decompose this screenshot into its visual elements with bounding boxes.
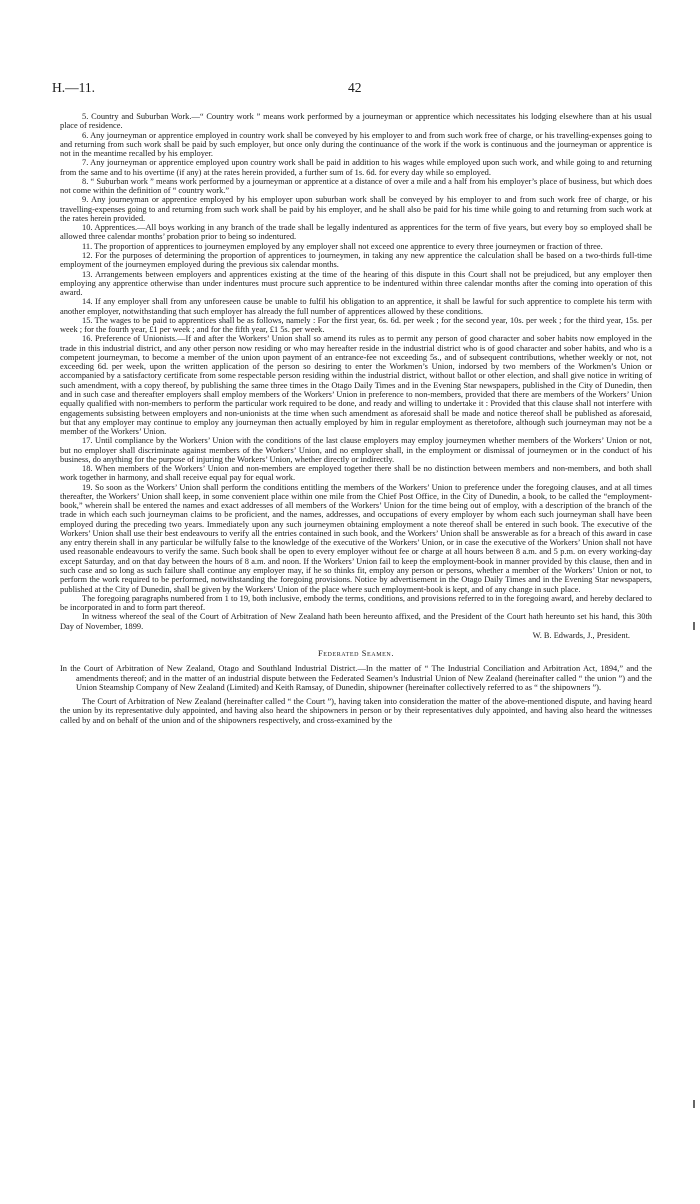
- paragraph-11: 11. The proportion of apprentices to journeymen employed by any employer shall not exceed one apprentice to every three journeymen or fraction of three.: [82, 241, 603, 251]
- page-header: [52, 80, 652, 96]
- paragraph-14: 14. If any employer shall from any unforeseen cause be unable to fulfil his obligation to an apprentice, it shall be lawful for such apprentice to complete his term with another employer, notwithstanding that such employer has already the full number of apprentices allowed by these conditions.: [60, 297, 652, 316]
- final-paragraph: The Court of Arbitration of New Zealand (hereinafter called “ the Court ”), having taken into consideration the matter of the above-mentioned dispute, and having heard the union by its representative duly appointed, and having also heard the shipowners in person or by their representatives duly appointed, and having also heard the witnesses called by and on behalf of the union and of the shipowners respectively, and cross-examined by the: [60, 697, 652, 725]
- case-caption: In the Court of Arbitration of New Zealand, Otago and Southland Industrial District.—In the matter of “ The Industrial Conciliation and Arbitration Act, 1894,” and the amendments thereof; and in the matter of an industrial dispute between the Federated Seamen’s Industrial Union of New Zealand (hereinafter called “ the union ”) and the Union Steamship Company of New Zealand (Limited) and Keith Ramsay, of Dunedin, shipowner (hereinafter collectively referred to as “ the shipowners ”).: [60, 664, 652, 692]
- signature: W. B. Edwards, J., President.: [532, 630, 630, 640]
- document-reference: H.—11.: [52, 80, 95, 95]
- margin-mark: [693, 1100, 695, 1108]
- section-title: Federated Seamen.: [317, 649, 395, 659]
- paragraph-6: 6. Any journeyman or apprentice employed in country work shall be conveyed by his employer to and from such work free of charge, or his travelling-expenses going to and returning from such work shall be paid by such employer, but once only during the continuance of the work if the work is continuous and the journeyman or apprentice is not in the meantime recalled by his employer.: [60, 130, 652, 159]
- margin-mark: [693, 622, 695, 630]
- paragraph-15: 15. The wages to be paid to apprentices shall be as follows, namely : For the first year, 6s. 6d. per week ; for the second year, 10s. per week ; for the third year, 15s. per week ; for the fourth year, £1 per week ; and for the fifth year, £1 5s. per week.: [60, 315, 652, 335]
- paragraph-17: 17. Until compliance by the Workers’ Union with the conditions of the last clause employers may employ journeymen whether members of the Workers’ Union or not, but no employer shall discriminate against members of the Workers’ Union, and no employer shall, in the employment or dismissal of journeymen or in the conduct of his business, do anything for the purpose of injuring the Workers’ Union, whether directly or indirectly.: [60, 436, 652, 464]
- paragraph-13: 13. Arrangements between employers and apprentices existing at the time of the hearing of this dispute in this Court shall not be prejudiced, but any employer then employing any apprentice otherwise than under indentures must procure such apprentice to be indentured within three calendar months after the coming into operation of this award.: [60, 269, 652, 298]
- paragraph-8: 8. “ Suburban work ” means work performed by a journeyman or apprentice at a distance of over a mile and a half from his employer’s place of business, but which does not come within the definition of “ country work.”: [60, 176, 652, 196]
- paragraph-10: 10. Apprentices.—All boys working in any branch of the trade shall be legally indentured as apprentices for the term of five years, but every boy so employed shall be allowed three calendar months’ probation prior to being so indentured.: [60, 223, 652, 242]
- paragraph-7: 7. Any journeyman or apprentice employed upon country work shall be paid in addition to his wages while employed upon such work, and while going to and returning from the same and to his overtime (if any) at the rates herein provided, a further sum of 1s. 6d. for every day while so employed.: [60, 158, 652, 177]
- paragraph-16: 16. Preference of Unionists.—If and after the Workers’ Union shall so amend its rules as to permit any person of good character and sober habits now employed in the trade in this industrial district, and any other person now residing or who may hereafter reside in the industrial district who is of good character and sober habits, and who is a competent journeyman, to become a member of the union upon payment of an entrance-fee not exceeding 5s., and of subsequent contributions, whether weekly or not, not exceeding 6d. per week, upon the written application of the person so desiring to enter the Workmen’s Union, indorsed by two members of the Workmen’s Union or accompanied by a satisfactory certificate from some respectable person residing within the industrial district, without ballot or other election, and shall give notice in writing of such amendment, with a copy thereof, by publishing the same three times in the Otago Daily Times and in the Evening Star newspapers, published in the City of Dunedin, then and in such case and thereafter employers shall employ members of the Workers’ Union in preference to non-members, provided that there are members of the Workers’ Union equally qualified with non-members to perform the particular work required to be done, and ready and willing to undertake it : Provided that this clause shall not interfere with engagements subsisting between employers and non-unionists at the time when such amendment as aforesaid shall be made and notice thereof shall be published as aforesaid, but that any employer may continue to employ any journeyman then actually employed by him in regular employment as theretofore, although such journeyman may not be a member of the Workers’ Union.: [60, 334, 652, 437]
- page-number: 42: [348, 80, 362, 95]
- paragraph-witness: In witness whereof the seal of the Court of Arbitration of New Zealand hath been hereunto affixed, and the President of the Court hath hereunto set his hand, this 30th Day of November, 1899.: [60, 612, 652, 631]
- document-body: [60, 112, 652, 725]
- paragraph-foregoing: The foregoing paragraphs numbered from 1 to 19, both inclusive, embody the terms, conditions, and provisions referred to in the foregoing award, and hereby declared to be incorporated in and to form part thereof.: [60, 593, 652, 613]
- paragraph-12: 12. For the purposes of determining the proportion of apprentices to journeymen, in taking any new apprentice the calculation shall be based on a two-thirds full-time employment of the journeymen employed during the previous six calendar months.: [60, 250, 652, 270]
- paragraph-19: 19. So soon as the Workers’ Union shall perform the conditions entitling the members of the Workers’ Union to preference under the foregoing clauses, and at all times thereafter, the Workers’ Union shall keep, in some convenient place within one mile from the Chief Post Office, in the City of Dunedin, a book, to be called the “employment-book,” wherein shall be entered the names and exact addresses of all members of the Workers’ Union for the time being out of employ, with a description of the branch of the trade in which each such journeyman claims to be proficient, and the names, addresses, and occupations of every employer by whom each such journeyman shall have been employed during the preceding two years. Immediately upon any such journeymen obtaining employment a note thereof shall be entered in such book. The executive of the Workers’ Union shall use their best endeavours to verify all the entries contained in such book, and the Workers’ Union shall be answerable as for a breach of this award in case any entry therein shall in any particular be wilfully false to the knowledge of the executive of the Workers’ Union, or in case the executive of the Workers’ Union shall not have used reasonable endeavours to verify the same. Such book shall be open to every employer without fee or charge at all hours between 8 a.m. and 5 p.m. on every working-day except Saturday, and on that day between the hours of 8 a.m. and noon. If the Workers’ Union fail to keep the employment-book in manner provided by this clause, then and in such case and so long as such failure shall continue any employer may, if he so thinks fit, employ any person or persons, whether a member of the Workers’ Union or not, to perform the work required to be performed, notwithstanding the foregoing provisions. Notice by advertisement in the Otago Daily Times and in the Evening Star newspapers, published at the City of Dunedin, shall be given by the Workers’ Union of the place where such employment-book is kept, and of any change in such place.: [60, 482, 652, 594]
- paragraph-9: 9. Any journeyman or apprentice employed by his employer upon suburban work shall be conveyed by his employer to and from such work free of charge, or his travelling-expenses going to and returning from such work shall be paid by his employer, and he shall also be paid for his time while going to and returning from such work at the rates herein provided.: [60, 195, 652, 223]
- paragraph-5: 5. Country and Suburban Work.—“ Country work ” means work performed by a journeyman or apprentice which necessitates his lodging elsewhere than at his usual place of residence.: [60, 112, 652, 131]
- paragraph-18: 18. When members of the Workers’ Union and non-members are employed together there shall be no distinction between members and non-members, and both shall work together in harmony, and shall receive equal pay for equal work.: [60, 464, 652, 483]
